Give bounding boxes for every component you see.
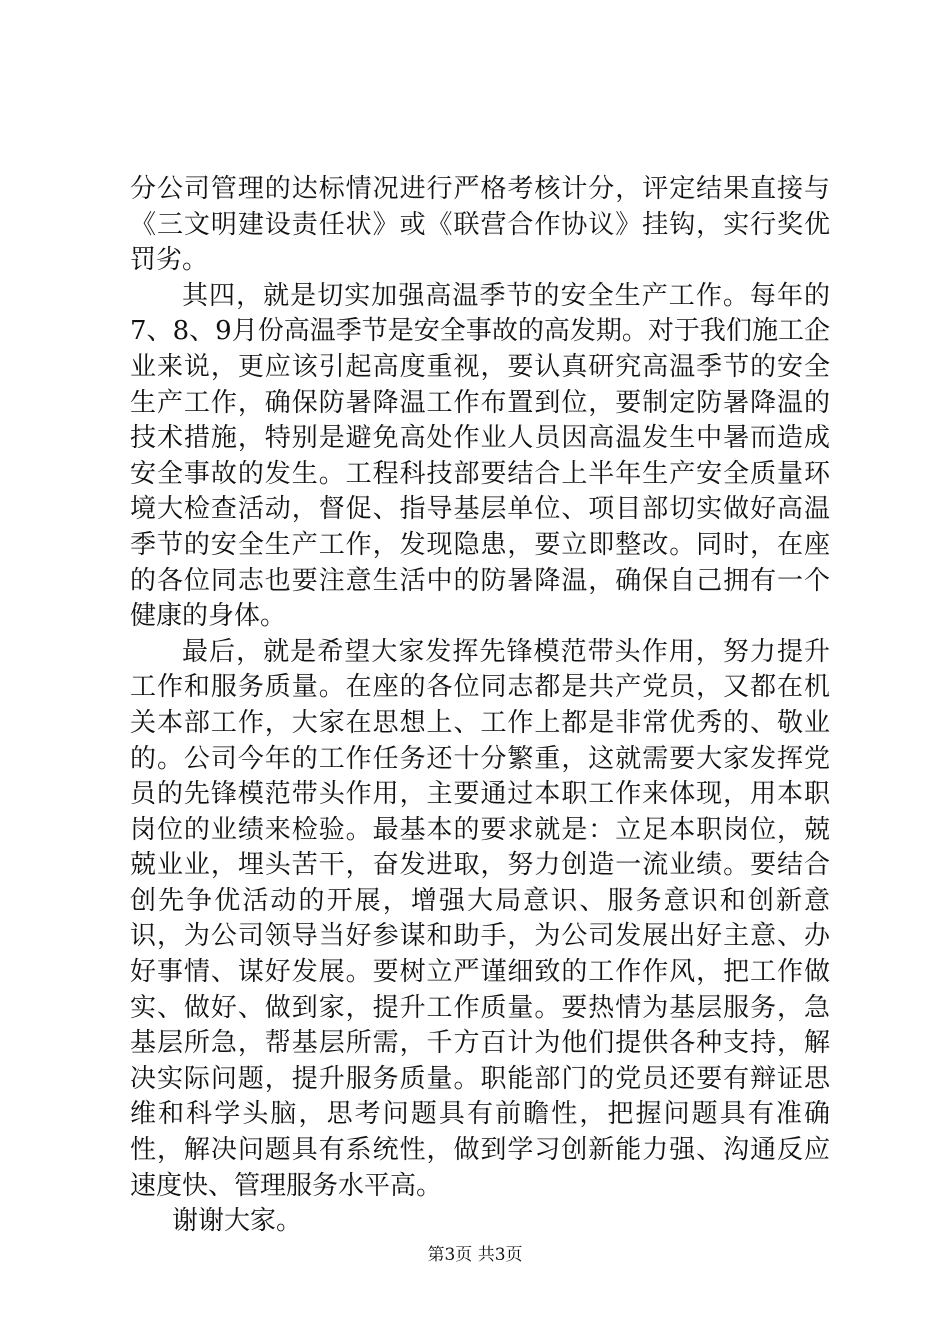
paragraph-continuation: 分公司管理的达标情况进行严格考核计分，评定结果直接与《三文明建设责任状》或《联营合作协议》挂钩，实行奖优罚劣。 bbox=[130, 174, 830, 276]
paragraph-summer-safety: 其四，就是切实加强高温季节的安全生产工作。每年的7、8、9月份高温季节是安全事故的高发期。对于我们施工企业来说，更应该引起高度重视，要认真研究高温季节的安全生产工作，确保防暑降温工作布置到位，要制定防暑降温的技术措施，特别是避免高处作业人员因高温发生中暑而造成安全事故的发生。工程科技部要结合上半年生产安全质量环境大检查活动，督促、指导基层单位、项目部切实做好高温季节的安全生产工作，发现隐患，要立即整改。同时，在座的各位同志也要注意生活中的防暑降温，确保自己拥有一个健康的身体。 bbox=[130, 280, 830, 632]
document-body bbox=[130, 172, 830, 1240]
closing-thanks: 谢谢大家。 bbox=[172, 1206, 303, 1237]
page-number: 第3页 共3页 bbox=[427, 1245, 523, 1265]
page-footer bbox=[0, 1244, 950, 1266]
paragraph-vanguard-role: 最后，就是希望大家发挥先锋模范带头作用，努力提升工作和服务质量。在座的各位同志都是共产党员，又都在机关本部工作，大家在思想上、工作上都是非常优秀的、敬业的。公司今年的工作任务还十分繁重，这就需要大家发挥党员的先锋模范带头作用，主要通过本职工作来体现，用本职岗位的业绩来检验。最基本的要求就是：立足本职岗位，兢兢业业，埋头苦干，奋发进取，努力创造一流业绩。要结合创先争优活动的开展，增强大局意识、服务意识和创新意识，为公司领导当好参谋和助手，为公司发展出好主意、办好事情、谋好发展。要树立严谨细致的工作作风，把工作做实、做好、做到家，提升工作质量。要热情为基层服务，急基层所急，帮基层所需，千方百计为他们提供各种支持，解决实际问题，提升服务质量。职能部门的党员还要有辩证思维和科学头脑，思考问题具有前瞻性，把握问题具有准确性，解决问题具有系统性，做到学习创新能力强、沟通反应速度快、管理服务水平高。 bbox=[130, 636, 830, 1201]
